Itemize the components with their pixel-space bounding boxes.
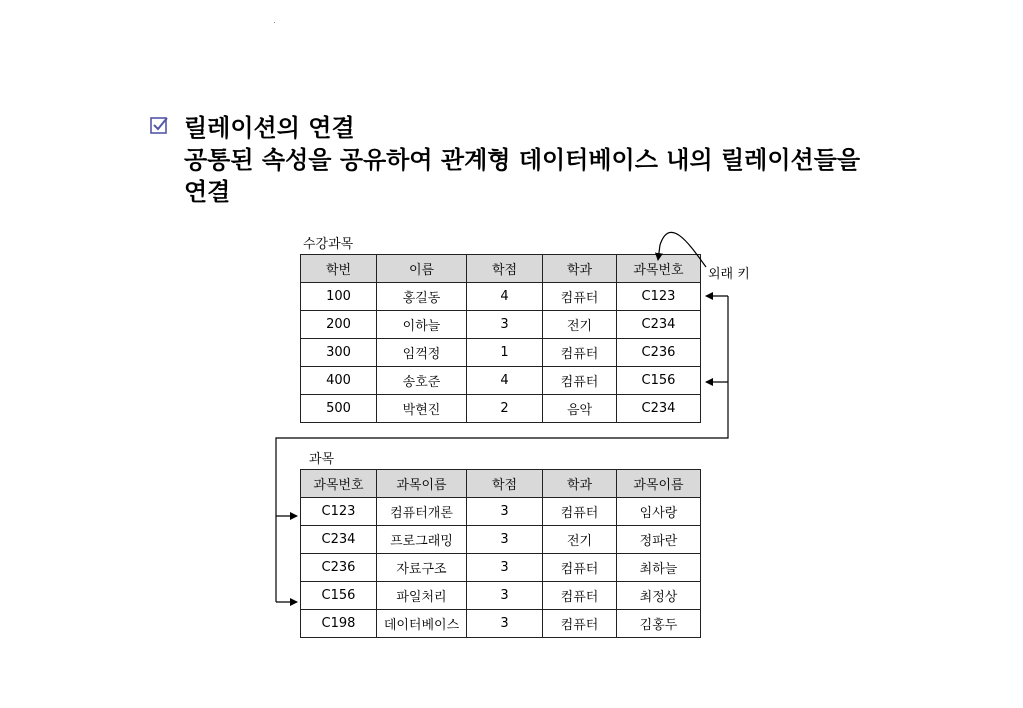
slide-heading: 릴레이션의 연결 [184, 114, 355, 142]
table-cell: 컴퓨터 [543, 339, 617, 367]
table-cell: 전기 [543, 311, 617, 339]
table-cell: C236 [301, 554, 377, 582]
table-cell: 송호준 [377, 367, 467, 395]
column-header: 과목번호 [617, 255, 701, 283]
table-cell: 2 [467, 395, 543, 423]
table-cell: 전기 [543, 526, 617, 554]
table-cell: 김홍두 [617, 610, 701, 638]
table-cell: 프로그래밍 [377, 526, 467, 554]
column-header: 과목이름 [617, 470, 701, 498]
table-cell: 3 [467, 311, 543, 339]
table-cell: 3 [467, 498, 543, 526]
table-cell: 홍길동 [377, 283, 467, 311]
description-line-2: 연결 [184, 178, 231, 206]
course-table-caption: 과목 [309, 452, 335, 467]
table-cell: 컴퓨터 [543, 554, 617, 582]
table-cell: 컴퓨터 [543, 283, 617, 311]
table-cell: 컴퓨터 [543, 498, 617, 526]
table-cell: 최하늘 [617, 554, 701, 582]
table-cell: 컴퓨터 [543, 367, 617, 395]
table-cell: 500 [301, 395, 377, 423]
foreign-key-arrow [658, 232, 706, 267]
foreign-key-label: 외래 키 [708, 267, 750, 282]
table-cell: 300 [301, 339, 377, 367]
enrollment-bracket-line [276, 296, 728, 602]
table-cell: 3 [467, 582, 543, 610]
table-cell: 이하늘 [377, 311, 467, 339]
column-header: 이름 [377, 255, 467, 283]
table-cell: C234 [617, 311, 701, 339]
table-cell: 박현진 [377, 395, 467, 423]
table-cell: 데이터베이스 [377, 610, 467, 638]
table-cell: 200 [301, 311, 377, 339]
table-cell: 자료구조 [377, 554, 467, 582]
table-cell: 파일처리 [377, 582, 467, 610]
table-cell: 임꺽정 [377, 339, 467, 367]
table-cell: C198 [301, 610, 377, 638]
table-cell: C156 [617, 367, 701, 395]
table-cell: C234 [617, 395, 701, 423]
table-cell: 음악 [543, 395, 617, 423]
column-header: 과목번호 [301, 470, 377, 498]
table-cell: 컴퓨터 [543, 582, 617, 610]
column-header: 학과 [543, 255, 617, 283]
table-cell: 1 [467, 339, 543, 367]
table-cell: C123 [301, 498, 377, 526]
table-cell: C234 [301, 526, 377, 554]
table-cell: 컴퓨터개론 [377, 498, 467, 526]
table-cell: C236 [617, 339, 701, 367]
table-cell: 4 [467, 367, 543, 395]
table-cell: 4 [467, 283, 543, 311]
enrollment-table-caption: 수강과목 [303, 237, 354, 252]
table-cell: 3 [467, 554, 543, 582]
table-cell: 정파란 [617, 526, 701, 554]
table-cell: C123 [617, 283, 701, 311]
table-cell: 최정상 [617, 582, 701, 610]
table-cell: 임사랑 [617, 498, 701, 526]
description-line-1: 공통된 속성을 공유하여 관계형 데이터베이스 내의 릴레이션들을 [184, 146, 861, 174]
column-header: 과목이름 [377, 470, 467, 498]
table-cell: 3 [467, 610, 543, 638]
column-header: 학점 [467, 470, 543, 498]
table-cell: 3 [467, 526, 543, 554]
table-cell: 컴퓨터 [543, 610, 617, 638]
column-header: 학번 [301, 255, 377, 283]
table-cell: 400 [301, 367, 377, 395]
column-header: 학점 [467, 255, 543, 283]
table-cell: 100 [301, 283, 377, 311]
column-header: 학과 [543, 470, 617, 498]
table-cell: C156 [301, 582, 377, 610]
